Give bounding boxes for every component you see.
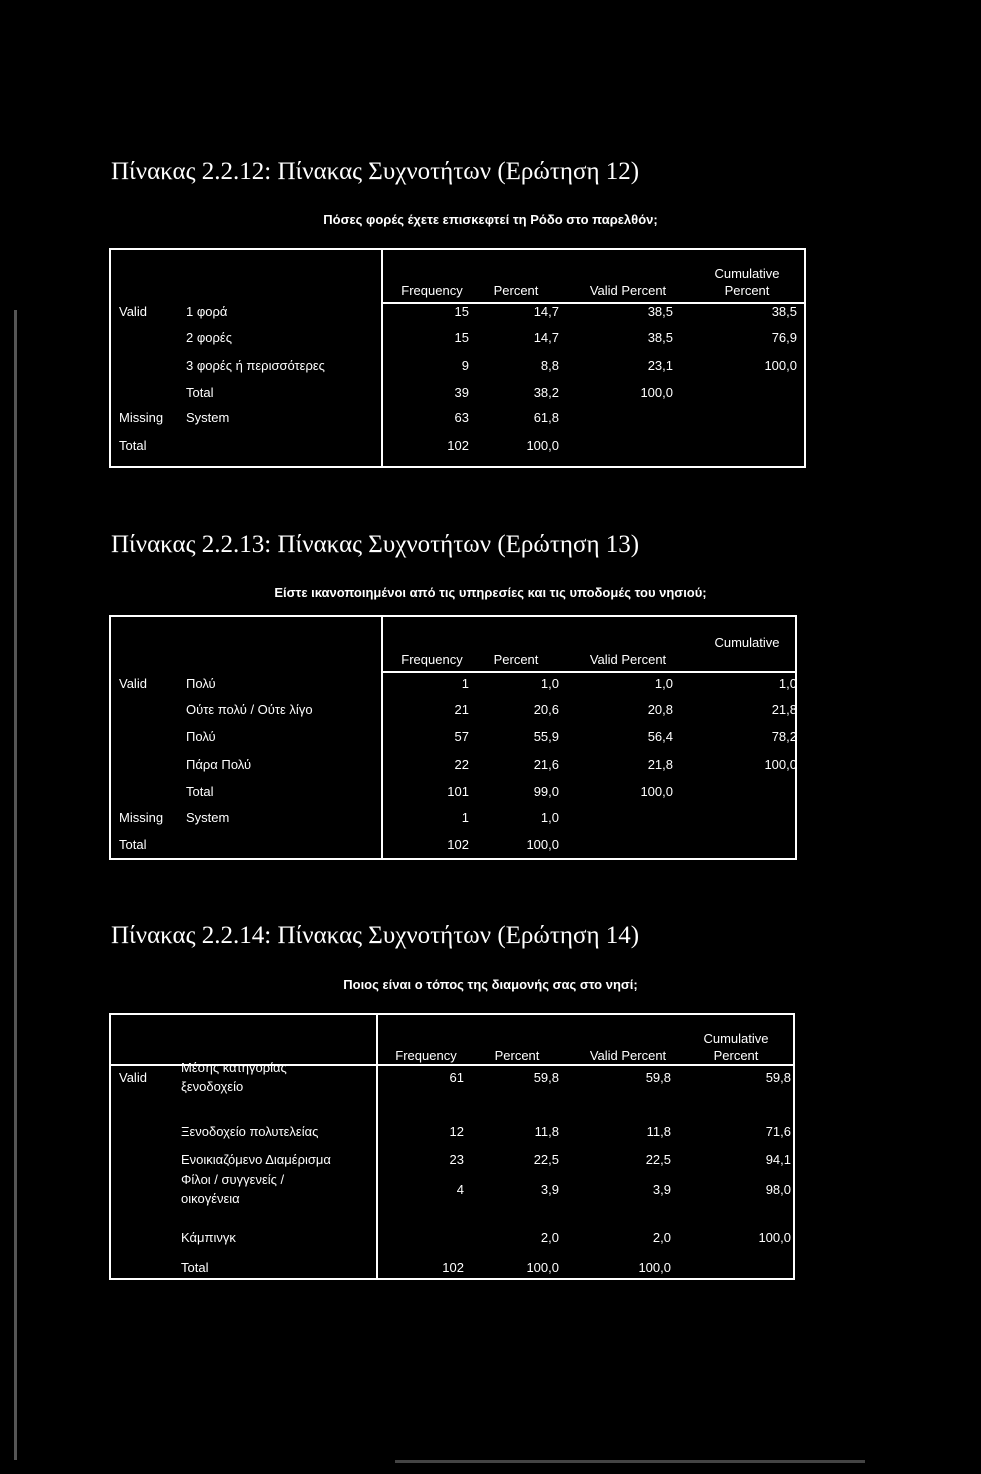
cell-cumulative-percent: 98,0 (765, 1182, 791, 1197)
cell-percent: 100,0 (526, 837, 559, 852)
row-group-label: Missing (119, 410, 164, 425)
cell-cumulative-percent: 1,0 (778, 676, 797, 691)
table-question: Ποιος είναι ο τόπος της διαμονής σας στο νησί; (343, 977, 638, 992)
row-group-label: Total (119, 438, 147, 453)
cell-percent: 2,0 (540, 1230, 559, 1245)
table-divider-header (376, 1064, 793, 1066)
cell-frequency: 22 (454, 757, 469, 772)
cell-frequency: 57 (454, 729, 469, 744)
cell-percent: 100,0 (526, 438, 559, 453)
cell-percent: 11,8 (534, 1124, 559, 1139)
cell-percent: 99,0 (533, 784, 559, 799)
cell-valid-percent: 22,5 (645, 1152, 671, 1167)
cell-percent: 20,6 (533, 702, 559, 717)
column-header-cumulative-percent: Percent (713, 1048, 759, 1063)
cell-cumulative-percent: 94,1 (765, 1152, 791, 1167)
cell-frequency: 15 (454, 304, 469, 319)
row-group-label: Valid (119, 1070, 147, 1085)
cell-percent: 8,8 (540, 358, 559, 373)
row-category-label: Total (186, 385, 214, 400)
cell-valid-percent: 100,0 (640, 784, 673, 799)
column-header-cumulative: Cumulative (714, 266, 780, 281)
row-category-label: Ξενοδοχείο πολυτελείας (181, 1124, 319, 1139)
cell-frequency: 21 (454, 702, 469, 717)
cell-percent: 38,2 (533, 385, 559, 400)
cell-percent: 55,9 (533, 729, 559, 744)
table-heading: Πίνακας 2.2.13: Πίνακας Συχνοτήτων (Ερώτηση 13) (111, 531, 640, 558)
row-category-label: Ούτε πολύ / Ούτε λίγο (186, 702, 313, 717)
column-header-cumulative-percent: Percent (724, 283, 770, 298)
cell-valid-percent: 59,8 (645, 1070, 671, 1085)
cell-frequency: 12 (449, 1124, 464, 1139)
cell-valid-percent: 38,5 (647, 330, 673, 345)
column-header-valid-percent: Valid Percent (589, 1048, 667, 1063)
cell-frequency: 9 (461, 358, 469, 373)
cell-frequency: 23 (449, 1152, 464, 1167)
cell-cumulative-percent: 71,6 (765, 1124, 791, 1139)
row-group-label: Missing (119, 810, 164, 825)
cell-frequency: 101 (447, 784, 469, 799)
column-header-percent: Percent (493, 652, 539, 667)
cell-valid-percent: 3,9 (652, 1182, 671, 1197)
row-group-label: Valid (119, 676, 147, 691)
cell-cumulative-percent: 100,0 (764, 358, 797, 373)
cell-frequency: 15 (454, 330, 469, 345)
column-header-percent: Percent (494, 1048, 540, 1063)
column-header-valid-percent: Valid Percent (589, 652, 667, 667)
row-category-label: 3 φορές ή περισσότερες (186, 358, 325, 373)
column-header-frequency: Frequency (401, 283, 463, 298)
cell-cumulative-percent: 59,8 (765, 1070, 791, 1085)
column-header-frequency: Frequency (395, 1048, 457, 1063)
row-category-label: Πολύ (186, 729, 216, 744)
row-category-label: 2 φορές (186, 330, 232, 345)
row-category-label: Μέσης κατηγορίας (181, 1060, 287, 1075)
cell-valid-percent: 2,0 (652, 1230, 671, 1245)
cell-valid-percent: 100,0 (638, 1260, 671, 1275)
row-category-label-line2: οικογένεια (181, 1191, 240, 1206)
row-category-label: 1 φορά (186, 304, 228, 319)
cell-percent: 61,8 (533, 410, 559, 425)
column-header-valid-percent: Valid Percent (589, 283, 667, 298)
row-category-label: Φίλοι / συγγενείς / (181, 1172, 285, 1187)
row-category-label: System (186, 410, 230, 425)
cell-cumulative-percent: 76,9 (771, 330, 797, 345)
cell-percent: 100,0 (526, 1260, 559, 1275)
cell-valid-percent: 21,8 (647, 757, 673, 772)
cell-frequency: 1 (461, 676, 469, 691)
cell-percent: 1,0 (540, 810, 559, 825)
row-category-label: Πολύ (186, 676, 216, 691)
row-category-label: Ενοικιαζόμενο Διαμέρισμα (181, 1152, 331, 1167)
column-header-frequency: Frequency (401, 652, 463, 667)
cell-valid-percent: 1,0 (654, 676, 673, 691)
row-group-label: Total (119, 837, 147, 852)
table-divider-header (381, 671, 795, 673)
row-category-label: System (186, 810, 230, 825)
cell-cumulative-percent: 100,0 (758, 1230, 791, 1245)
cell-percent: 22,5 (533, 1152, 559, 1167)
cell-percent: 14,7 (533, 304, 559, 319)
cell-valid-percent: 100,0 (640, 385, 673, 400)
cell-cumulative-percent: 78,2 (771, 729, 797, 744)
cell-frequency: 102 (447, 837, 469, 852)
cell-cumulative-percent: 21,8 (771, 702, 797, 717)
table-question: Πόσες φορές έχετε επισκεφτεί τη Ρόδο στο παρελθόν; (323, 212, 658, 227)
row-category-label: Total (181, 1260, 209, 1275)
column-header-cumulative: Cumulative (714, 635, 780, 650)
cell-frequency: 102 (447, 438, 469, 453)
table-heading: Πίνακας 2.2.12: Πίνακας Συχνοτήτων (Ερώτηση 12) (111, 158, 640, 185)
cell-frequency: 1 (461, 810, 469, 825)
scan-edge-line (14, 310, 17, 1460)
cell-percent: 14,7 (533, 330, 559, 345)
cell-cumulative-percent: 100,0 (764, 757, 797, 772)
cell-percent: 21,6 (533, 757, 559, 772)
cell-valid-percent: 23,1 (647, 358, 673, 373)
cell-frequency: 102 (442, 1260, 464, 1275)
cell-valid-percent: 38,5 (647, 304, 673, 319)
cell-frequency: 61 (449, 1070, 464, 1085)
cell-valid-percent: 56,4 (647, 729, 673, 744)
cell-frequency: 63 (454, 410, 469, 425)
frequency-table (109, 615, 797, 860)
cell-cumulative-percent: 38,5 (771, 304, 797, 319)
scan-bottom-line (395, 1460, 865, 1463)
row-category-label: Total (186, 784, 214, 799)
cell-valid-percent: 11,8 (646, 1124, 671, 1139)
row-group-label: Valid (119, 304, 147, 319)
cell-frequency: 4 (456, 1182, 464, 1197)
cell-percent: 59,8 (533, 1070, 559, 1085)
table-heading: Πίνακας 2.2.14: Πίνακας Συχνοτήτων (Ερώτηση 14) (111, 922, 640, 949)
frequency-table (109, 248, 806, 468)
cell-frequency: 39 (454, 385, 469, 400)
row-category-label: Κάμπινγκ (181, 1230, 236, 1245)
row-category-label-line2: ξενοδοχείο (181, 1079, 244, 1094)
frequency-table (109, 1013, 795, 1280)
table-question: Είστε ικανοποιημένοι από τις υπηρεσίες και τις υποδομές του νησιού; (274, 585, 707, 600)
cell-valid-percent: 20,8 (647, 702, 673, 717)
cell-percent: 3,9 (540, 1182, 559, 1197)
cell-percent: 1,0 (540, 676, 559, 691)
column-header-percent: Percent (493, 283, 539, 298)
row-category-label: Πάρα Πολύ (186, 757, 252, 772)
column-header-cumulative: Cumulative (703, 1031, 769, 1046)
